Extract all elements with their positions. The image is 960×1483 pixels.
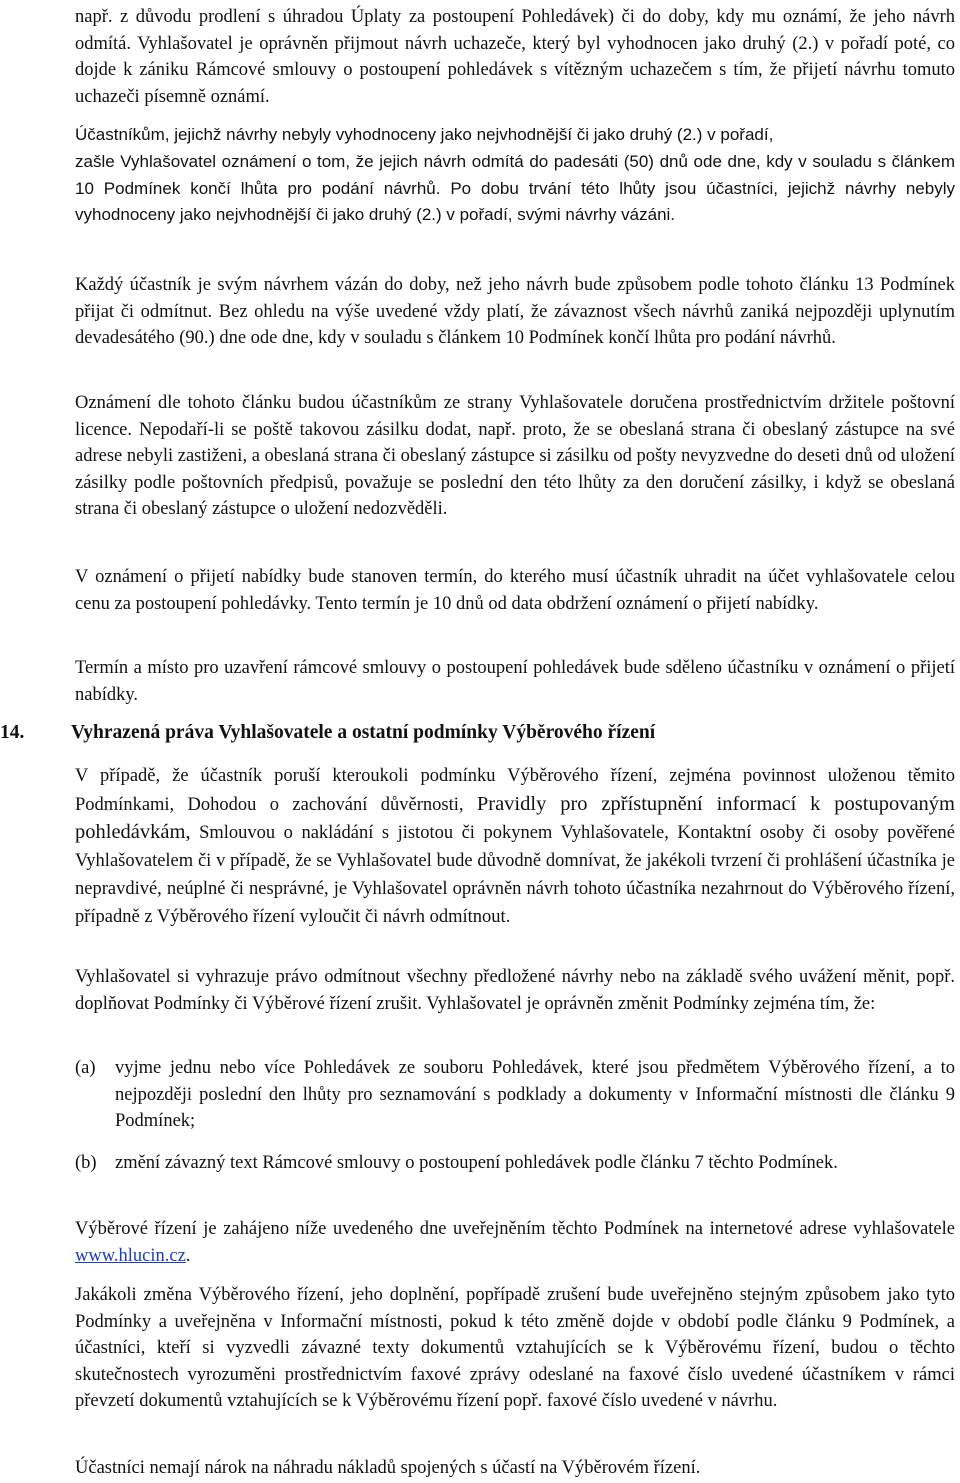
paragraph-text: Účastníci nemají nárok na náhradu nákladů spojených s účastí na Výběrovém řízení. xyxy=(75,1458,701,1478)
section-title: Vyhrazená práva Vyhlašovatele a ostatní podmínky Výběrového řízení xyxy=(71,722,656,743)
paragraph-changes xyxy=(75,1282,955,1415)
paragraph-text-emphasis: Pravidly pro zpřístupnění informací k postupovaným pohledávkám, xyxy=(75,792,955,844)
paragraph-text: Účastníkům, jejichž návrhy nebyly vyhodnoceny jako nejvhodnější či jako druhý (2.) v pořadí, xyxy=(75,125,774,144)
paragraph-text: V případě, že účastník poruší kteroukoli podmínku Výběrového řízení, zejména povinnost uloženou těmito Podmínkami, Dohodou o zachování důvěrnosti, xyxy=(75,766,955,815)
website-link[interactable]: www.hlucin.cz xyxy=(75,1245,186,1266)
paragraph-participants xyxy=(75,149,955,229)
paragraph-period: . xyxy=(185,1245,191,1266)
paragraph-participants-first-line xyxy=(75,122,955,149)
paragraph-continuation xyxy=(75,4,955,110)
paragraph-text: Výběrové řízení je zahájeno níže uvedeného dne uveřejněním těchto Podmínek na internetové adrese vyhlašovatele xyxy=(75,1219,955,1239)
paragraph-violation xyxy=(75,763,955,931)
paragraph-text: Jakákoli změna Výběrového řízení, jeho doplnění, popřípadě zrušení bude uveřejněno stejným způsobem jako tyto Podmínky a uveřejněna v Informační místnosti, pokud k této změně dojde v období podle článku 9 Podmínek, a účastníci, kteří si vyzvedli závazné texty dokumentů vztahujících se k Výběrovému řízení, budou o těchto skutečnostech vyrozuměni prostřednictvím faxové zprávy odeslané na faxové číslo uvedené účastníkem v rámci převzetí dokumentů vztahujících se k Výběrovému řízení popř. faxové číslo uvedené v návrhu. xyxy=(75,1285,955,1412)
paragraph-contract-place xyxy=(75,655,955,708)
section-heading xyxy=(0,718,960,748)
paragraph-publication xyxy=(75,1216,955,1269)
paragraph-text: zašle Vyhlašovatel oznámení o tom, že jejich návrh odmítá do padesáti (50) dnů ode dne, kdy v souladu s článkem 10 Podmínek končí lhůta pro podání návrhů. Po dobu trvání této lhůty jsou účastníci, jejichž návrhy nebyly vyhodnoceny jako nejvhodnější či jako druhý (2.) v pořadí, svými návrhy vázáni. xyxy=(75,152,955,225)
paragraph-payment-term xyxy=(75,564,955,617)
paragraph-reserved-rights xyxy=(75,964,955,1017)
paragraph-text: Oznámení dle tohoto článku budou účastníkům ze strany Vyhlašovatele doručena prostřednictvím držitele poštovní licence. Nepodaří-li se poště takovou zásilku dodat, např. proto, že se obeslaná strana či obeslaný zástupce na své adrese nebyli zastiženi, a obeslaná strana či obeslaný zástupce si zásilku od pošty nevyzvedne do deseti dnů od uložení zásilky podle poštovních předpisů, považuje se poslední den této lhůty za den doručení zásilky, i když se obeslaná strana či obeslaný zástupce o uložení nedozvěděli. xyxy=(75,393,956,520)
list-item-text: změní závazný text Rámcové smlouvy o postoupení pohledávek podle článku 7 těchto Podmínek. xyxy=(115,1153,838,1173)
paragraph-costs xyxy=(75,1455,955,1482)
list-item-label: (b) xyxy=(75,1153,97,1173)
paragraph-text: Každý účastník je svým návrhem vázán do doby, než jeho návrh bude způsobem podle tohoto článku 13 Podmínek přijat či odmítnut. Bez ohledu na výše uvedené vždy platí, že závaznost všech návrhů zaniká nejpozději uplynutím devadesátého (90.) dne ode dne, kdy v souladu s článkem 10 Podmínek končí lhůta pro podání návrhů. xyxy=(75,275,955,349)
paragraph-notifications xyxy=(75,390,955,523)
section-number: 14. xyxy=(0,722,25,743)
paragraph-binding xyxy=(75,272,955,352)
list-item-text: vyjme jednu nebo více Pohledávek ze souboru Pohledávek, které jsou předmětem Výběrového řízení, a to nejpozději poslední den lhůty pro seznamování s podklady a dokumenty v Informační místnosti dle článku 9 Podmínek; xyxy=(115,1058,955,1132)
paragraph-text: Smlouvou o nakládání s jistotou či pokynem Vyhlašovatele, Kontaktní osoby či osoby pověřené Vyhlašovatelem či v případě, že se Vyhlašovatel bude důvodně domnívat, že jakékoli tvrzení či prohlášení účastníka je nepravdivé, neúplné či nesprávné, je Vyhlašovatel oprávněn návrh tohoto účastníka nezahrnout do Výběrového řízení, případně z Výběrového řízení vyloučit či návrh odmítnout. xyxy=(75,823,955,927)
list-item-label: (a) xyxy=(75,1058,96,1078)
paragraph-text: např. z důvodu prodlení s úhradou Úplaty za postoupení Pohledávek) či do doby, kdy mu oznámí, že jeho návrh odmítá. Vyhlašovatel je oprávněn přijmout návrh uchazeče, který byl vyhodnocen jako druhý (2.) v pořadí poté, co dojde k zániku Rámcové smlouvy o postoupení pohledávek s vítězným uchazečem s tím, že přijetí návrhu tomuto uchazeči písemně oznámí. xyxy=(75,7,955,107)
paragraph-text: Termín a místo pro uzavření rámcové smlouvy o postoupení pohledávek bude sděleno účastníku v oznámení o přijetí nabídky. xyxy=(75,658,955,705)
paragraph-text: Vyhlašovatel si vyhrazuje právo odmítnout všechny předložené návrhy nebo na základě svého uvážení měnit, popř. doplňovat Podmínky či Výběrové řízení zrušit. Vyhlašovatel je oprávněn změnit Podmínky zejména tím, že: xyxy=(75,967,955,1014)
paragraph-text: V oznámení o přijetí nabídky bude stanoven termín, do kterého musí účastník uhradit na účet vyhlašovatele celou cenu za postoupení pohledávky. Tento termín je 10 dnů od data obdržení oznámení o přijetí nabídky. xyxy=(75,567,955,614)
